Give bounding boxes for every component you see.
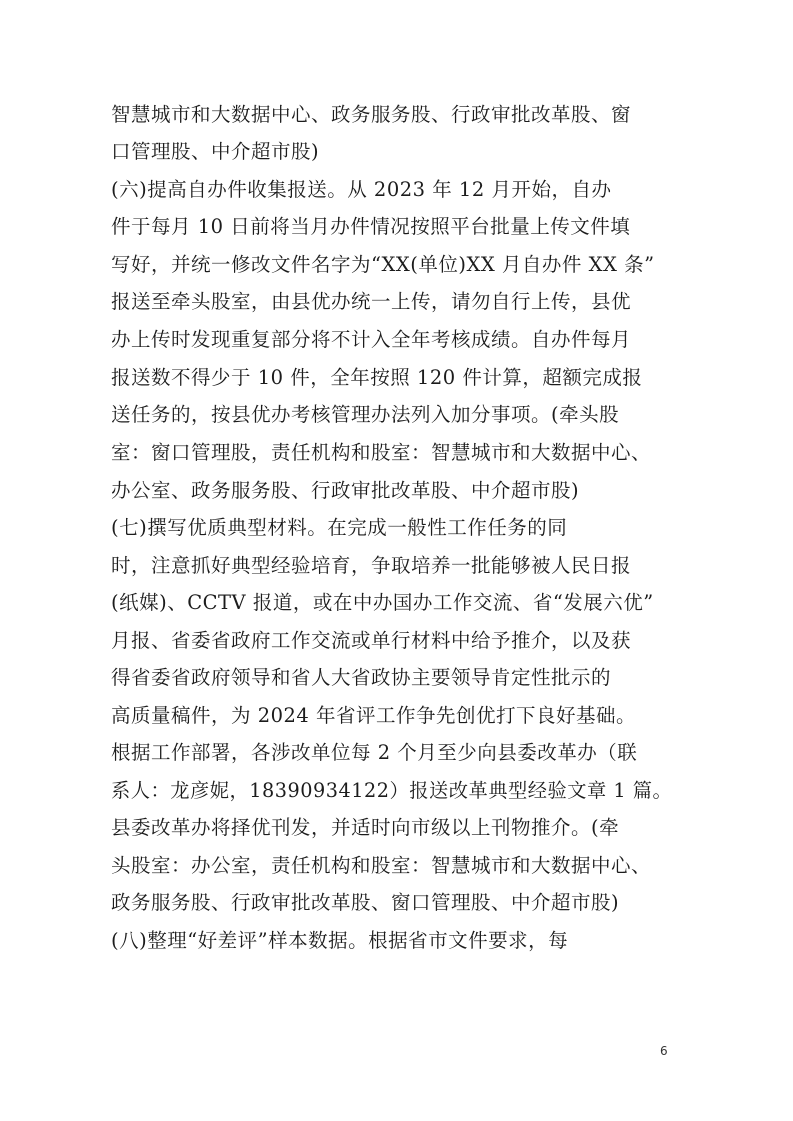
- text-line: 件于每月 10 日前将当月办件情况按照平台批量上传文件填: [111, 215, 631, 238]
- text-line: 高质量稿件，为 2024 年省评工作争先创优打下良好基础。: [111, 704, 637, 727]
- text-line: 根据工作部署，各涉改单位每 2 个月至少向县委改革办（联: [111, 741, 638, 764]
- text-line: 智慧城市和大数据中心、政务服务股、行政审批改革股、窗: [111, 103, 632, 126]
- text-line: 得省委省政府领导和省人大省政协主要领导肯定性批示的: [111, 666, 612, 689]
- text-line: 室：窗口管理股，责任机构和股室：智慧城市和大数据中心、: [111, 441, 652, 464]
- text-line: (纸媒)、CCTV 报道，或在中办国办工作交流、省“发展六优”: [111, 591, 654, 614]
- text-line: 月报、省委省政府工作交流或单行材料中给予推介，以及获: [111, 629, 632, 652]
- text-line: 政务服务股、行政审批改革股、窗口管理股、中介超市股): [111, 891, 620, 914]
- text-line: 办上传时发现重复部分将不计入全年考核成绩。自办件每月: [111, 328, 632, 351]
- page-number: 6: [660, 1044, 668, 1058]
- text-line: 送任务的，按县优办考核管理办法列入加分事项。(牵头股: [111, 403, 620, 426]
- text-line: 写好，并统一修改文件名字为“XX(单位)XX 月自办件 XX 条”: [111, 253, 655, 276]
- text-line: (七)撰写优质典型材料。在完成一般性工作任务的同: [111, 516, 568, 539]
- text-line: (六)提高自办件收集报送。从 2023 年 12 月开始，自办: [111, 178, 612, 201]
- text-line: 报送至牵头股室，由县优办统一上传，请勿自行上传，县优: [111, 290, 632, 313]
- text-line: 系人：龙彦妮，18390934122）报送改革典型经验文章 1 篇。: [111, 779, 673, 802]
- text-line: 县委改革办将择优刊发，并适时向市级以上刊物推介。(牵: [111, 816, 620, 839]
- text-line: 办公室、政务服务股、行政审批改革股、中介超市股): [111, 479, 580, 502]
- text-line: 口管理股、中介超市股): [111, 140, 320, 163]
- text-line: 报送数不得少于 10 件，全年按照 120 件计算，超额完成报: [111, 366, 643, 389]
- text-line: 头股室：办公室，责任机构和股室：智慧城市和大数据中心、: [111, 854, 652, 877]
- text-line: 时，注意抓好典型经验培育，争取培养一批能够被人民日报: [111, 554, 632, 577]
- text-line: (八)整理“好差评”样本数据。根据省市文件要求，每: [111, 929, 569, 952]
